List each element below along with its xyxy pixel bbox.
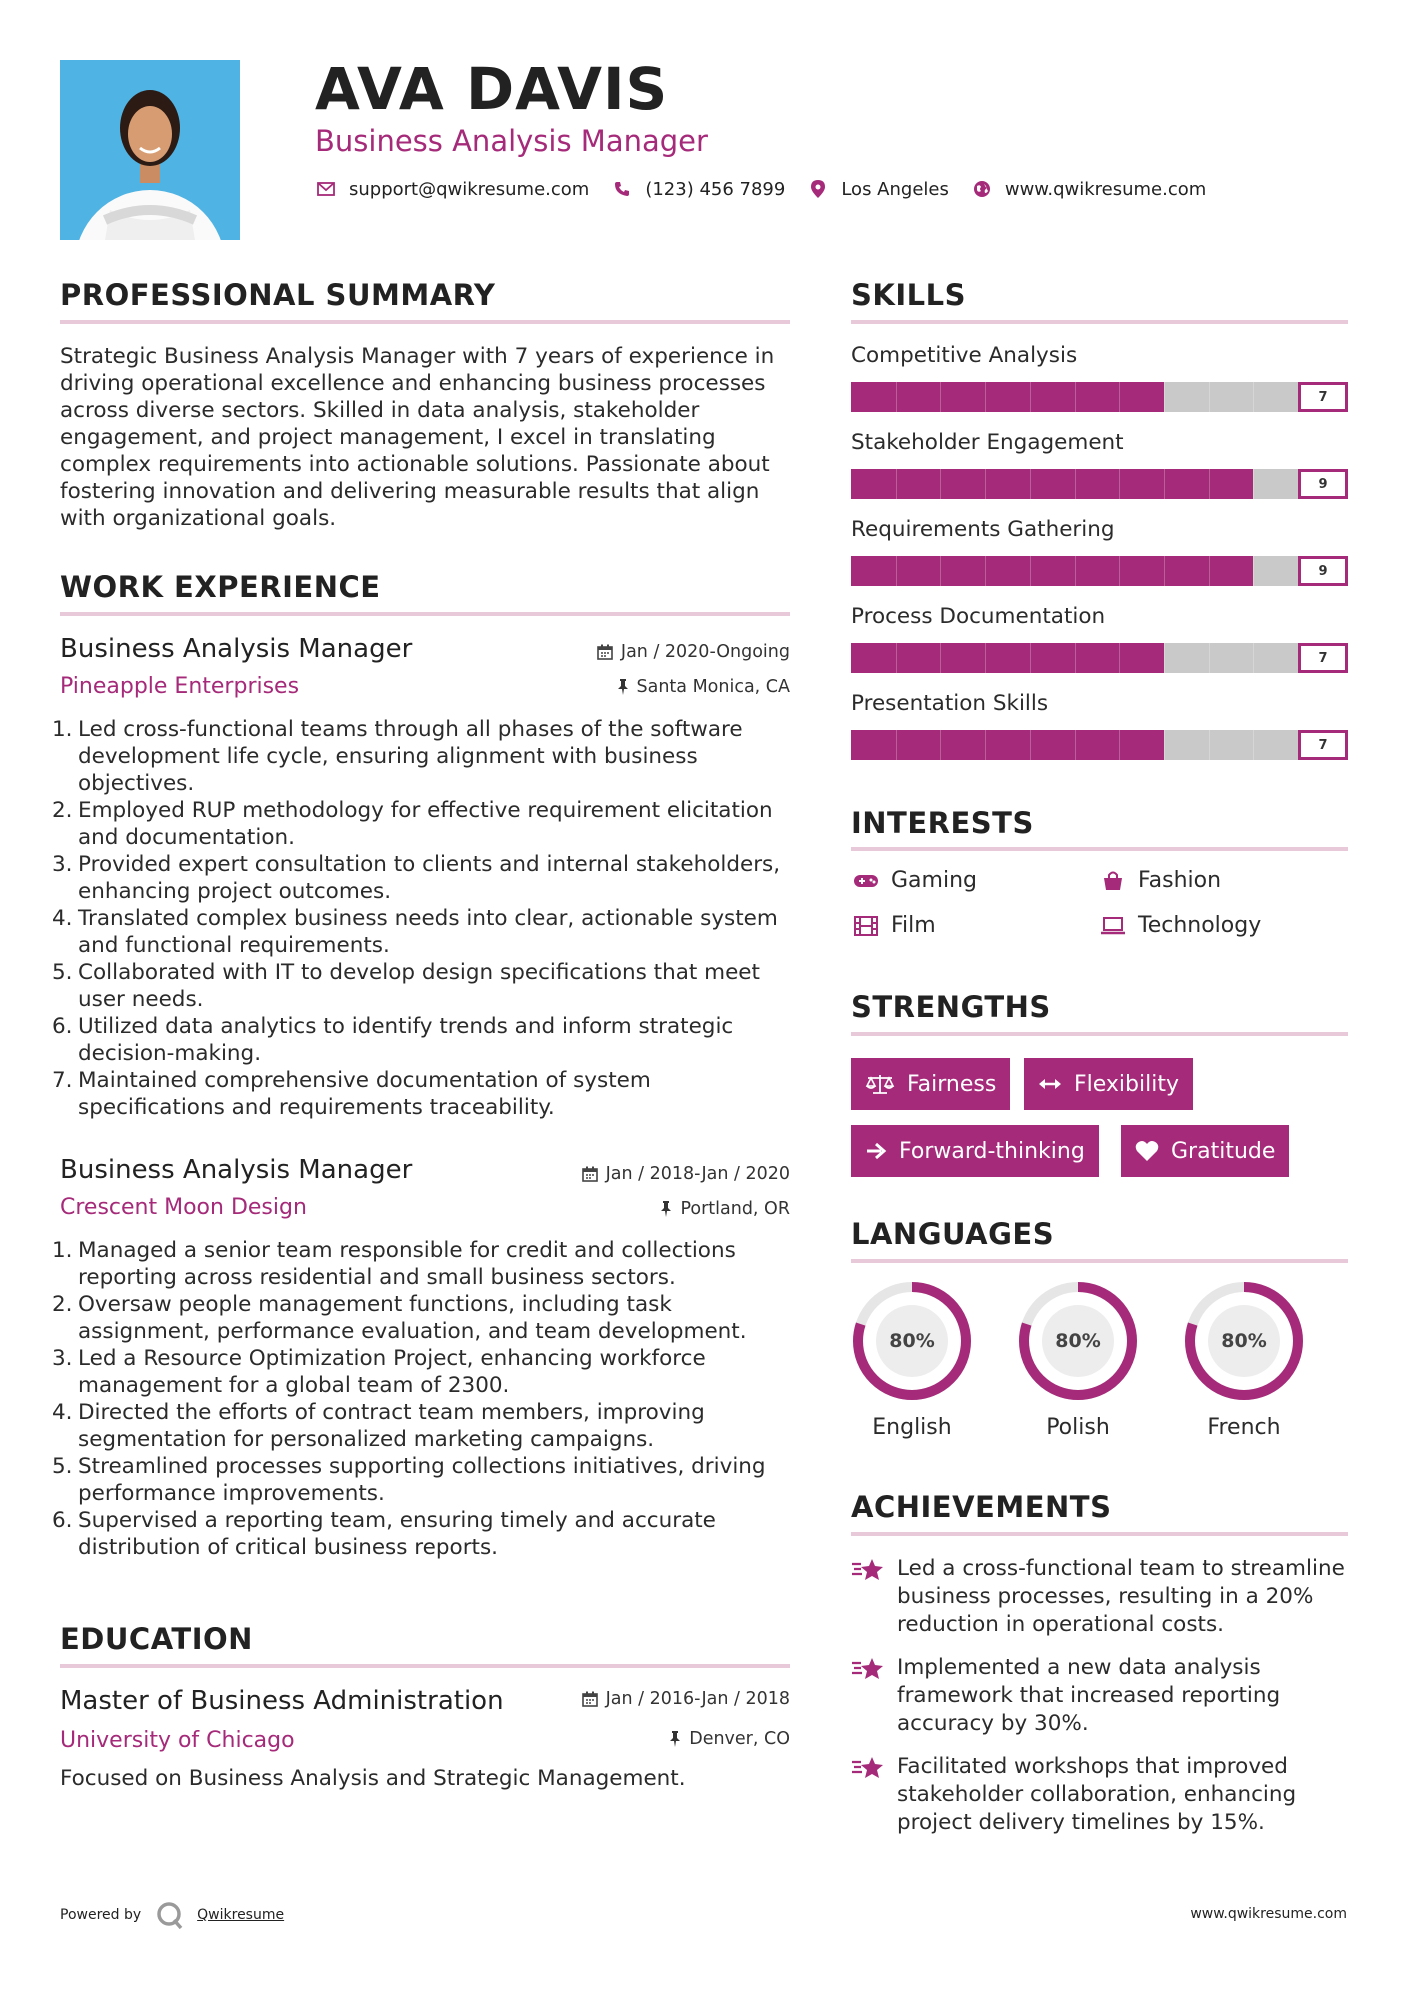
skill-score: 9 <box>1298 556 1348 586</box>
list-item: 6. Supervised a reporting team, ensuring timely and accurate distribution of critical business reports. <box>52 1508 716 1560</box>
skill-bar-segment <box>1030 469 1031 499</box>
languages-divider <box>851 1259 1348 1263</box>
skill-bar-segment <box>1209 382 1210 412</box>
skill-score: 7 <box>1298 730 1348 760</box>
map-marker-icon <box>807 178 829 200</box>
envelope-icon <box>315 178 337 200</box>
star-icon <box>851 1654 887 1738</box>
interests-divider <box>851 847 1348 851</box>
job-dates-text: Jan / 2020-Ongoing <box>620 642 790 662</box>
list-item: 2. Oversaw people management functions, including task assignment, performance evaluation, and team development. <box>52 1292 747 1344</box>
skill-bar-segment <box>985 382 986 412</box>
skill-bar-segment <box>1119 556 1120 586</box>
skill-bar-fill <box>851 643 1164 673</box>
job-location <box>660 1199 790 1219</box>
skill-bar-segment <box>940 556 941 586</box>
language-name: French <box>1207 1415 1281 1440</box>
achievements-heading: ACHIEVEMENTS <box>851 1490 1112 1524</box>
list-item: 4. Directed the efforts of contract team members, improving segmentation for personalized marketing campaigns. <box>52 1400 705 1452</box>
interest-item <box>851 868 977 893</box>
strength-tag <box>851 1125 1099 1177</box>
achievement-text: Implemented a new data analysis framework that increased reporting accuracy by 30%. <box>897 1655 1281 1736</box>
footer-powered-by <box>60 1900 284 1930</box>
language-percent: 80% <box>889 1330 935 1352</box>
skill-bar-segment <box>1164 382 1165 412</box>
interest-label: Gaming <box>891 868 977 893</box>
skill-bar-segment <box>1119 469 1120 499</box>
arrow-right-icon <box>865 1141 887 1161</box>
job-dates <box>597 642 790 662</box>
education-location <box>669 1729 790 1749</box>
skill-bar-segment <box>1119 382 1120 412</box>
skill-label: Process Documentation <box>851 604 1106 629</box>
education-dates-text: Jan / 2016-Jan / 2018 <box>605 1689 790 1709</box>
footer-url[interactable]: www.qwikresume.com <box>1190 1906 1347 1922</box>
calendar-icon <box>597 644 613 660</box>
strength-tag <box>851 1058 1010 1110</box>
skill-bar-segment <box>1209 730 1210 760</box>
list-item: 4. Translated complex business needs into clear, actionable system and functional requirements. <box>52 906 778 958</box>
skill-bar <box>851 382 1348 412</box>
interests-heading: INTERESTS <box>851 806 1034 840</box>
skill-bar-segment <box>985 556 986 586</box>
list-item: 5. Streamlined processes supporting collections initiatives, driving performance improvements. <box>52 1454 766 1506</box>
list-item: 7. Maintained comprehensive documentation of system specifications and requirements traceability. <box>52 1068 651 1120</box>
strength-label: Gratitude <box>1171 1138 1276 1164</box>
language-progress-ring <box>850 1279 974 1403</box>
language-ring <box>850 1279 974 1407</box>
skill-bar-segment <box>1253 382 1254 412</box>
language-progress-ring <box>1016 1279 1140 1403</box>
location-text: Los Angeles <box>841 178 949 200</box>
skill-bar-segment <box>1209 643 1210 673</box>
contact-website[interactable] <box>971 178 1206 200</box>
education-divider <box>60 1664 790 1668</box>
skill-bar-segment <box>896 730 897 760</box>
pushpin-icon <box>617 679 629 695</box>
contact-email[interactable] <box>315 178 589 200</box>
footer-brand-link[interactable]: Qwikresume <box>197 1907 285 1923</box>
strength-label: Flexibility <box>1074 1071 1179 1097</box>
job-location-text: Santa Monica, CA <box>636 677 790 697</box>
skill-bar-segment <box>1253 469 1254 499</box>
skill-label: Presentation Skills <box>851 691 1049 716</box>
job-dates <box>582 1164 790 1184</box>
achievement-item <box>851 1654 1351 1738</box>
language-ring <box>1182 1279 1306 1407</box>
skill-bar-segment <box>1030 556 1031 586</box>
pushpin-icon <box>660 1201 672 1217</box>
list-item: 1. Managed a senior team responsible for credit and collections reporting across residential and small business sectors. <box>52 1238 736 1290</box>
job-location-text: Portland, OR <box>680 1199 790 1219</box>
education-dates <box>582 1689 790 1709</box>
skill-bar-segment <box>1030 730 1031 760</box>
calendar-icon <box>582 1691 598 1707</box>
list-item: 3. Provided expert consultation to clients and internal stakeholders, enhancing project outcomes. <box>52 852 781 904</box>
phone-icon <box>611 178 633 200</box>
skill-bar-segment <box>1253 556 1254 586</box>
interest-item <box>1098 913 1261 938</box>
skill-bar-segment <box>940 469 941 499</box>
skill-bar-segment <box>940 730 941 760</box>
qwikresume-logo-icon <box>155 1900 185 1930</box>
globe-icon <box>971 178 993 200</box>
balance-scale-icon <box>865 1073 895 1095</box>
language-progress-ring <box>1182 1279 1306 1403</box>
arrows-horizontal-icon <box>1038 1077 1062 1091</box>
skill-bar-segment <box>1253 643 1254 673</box>
skill-bar-segment <box>896 469 897 499</box>
summary-text: Strategic Business Analysis Manager with 7 years of experience in driving operational excellence and enhancing business processes across diverse sectors. Skilled in data analysis, stakeholder engagement, and project management, I excel in translating complex requirements into actionable solutions. Passionate about fostering innovation and delivering measurable results that align with organizational goals. <box>60 344 775 531</box>
school-name: University of Chicago <box>60 1728 295 1753</box>
contact-bar <box>315 178 1228 200</box>
experience-heading: WORK EXPERIENCE <box>60 570 381 604</box>
company-name: Pineapple Enterprises <box>60 674 300 699</box>
skill-bar-segment <box>940 643 941 673</box>
star-icon <box>851 1753 887 1837</box>
skill-bar-segment <box>1075 730 1076 760</box>
strengths-heading: STRENGTHS <box>851 990 1051 1024</box>
job-bullets <box>52 716 800 1121</box>
interest-item <box>1098 868 1221 893</box>
strength-label: Fairness <box>907 1071 997 1097</box>
skill-score: 7 <box>1298 382 1348 412</box>
language-percent: 80% <box>1055 1330 1101 1352</box>
skill-bar-segment <box>1164 730 1165 760</box>
shopping-bag-icon <box>1098 869 1128 893</box>
skill-bar-segment <box>1164 469 1165 499</box>
skill-bar-segment <box>1253 730 1254 760</box>
calendar-icon <box>582 1166 598 1182</box>
skill-label: Stakeholder Engagement <box>851 430 1124 455</box>
summary-divider <box>60 320 790 324</box>
skill-bar-segment <box>1075 469 1076 499</box>
skill-score: 9 <box>1298 469 1348 499</box>
skill-bar-segment <box>896 382 897 412</box>
skill-bar <box>851 556 1348 586</box>
skill-bar-segment <box>896 643 897 673</box>
skill-bar-segment <box>985 643 986 673</box>
email-text: support@qwikresume.com <box>349 178 590 200</box>
degree-title: Master of Business Administration <box>60 1686 504 1716</box>
contact-location <box>807 178 949 200</box>
skill-bar-segment <box>1119 730 1120 760</box>
company-name: Crescent Moon Design <box>60 1195 307 1220</box>
skill-bar-segment <box>940 382 941 412</box>
achievement-item <box>851 1555 1351 1639</box>
language-ring <box>1016 1279 1140 1407</box>
skill-bar-segment <box>1164 643 1165 673</box>
profile-photo <box>60 60 240 240</box>
strength-label: Forward-thinking <box>899 1138 1085 1164</box>
achievement-text: Led a cross-functional team to streamline business processes, resulting in a 20% reduction in operational costs. <box>897 1556 1345 1637</box>
film-icon <box>851 914 881 938</box>
education-description: Focused on Business Analysis and Strategic Management. <box>60 1766 686 1791</box>
strengths-divider <box>851 1032 1348 1036</box>
skill-label: Requirements Gathering <box>851 517 1115 542</box>
phone-text: (123) 456 7899 <box>645 178 786 200</box>
skill-bar <box>851 643 1348 673</box>
interest-item <box>851 913 936 938</box>
gamepad-icon <box>851 869 881 893</box>
website-text: www.qwikresume.com <box>1004 178 1207 200</box>
skill-bar-segment <box>985 469 986 499</box>
skill-bar-segment <box>1075 382 1076 412</box>
skill-bar-fill <box>851 556 1253 586</box>
skills-heading: SKILLS <box>851 278 966 312</box>
language-name: English <box>872 1415 952 1440</box>
powered-by-text: Powered by <box>60 1907 142 1923</box>
list-item: 3. Led a Resource Optimization Project, enhancing workforce management for a global team of 2300. <box>52 1346 706 1398</box>
achievement-item <box>851 1753 1351 1837</box>
skill-bar-fill <box>851 469 1253 499</box>
achievement-text: Facilitated workshops that improved stakeholder collaboration, enhancing project delivery timelines by 15%. <box>897 1754 1297 1835</box>
list-item: 6. Utilized data analytics to identify trends and inform strategic decision-making. <box>52 1014 734 1066</box>
interest-label: Technology <box>1138 913 1262 938</box>
strength-tag <box>1024 1058 1193 1110</box>
contact-phone[interactable] <box>611 178 785 200</box>
skill-bar-segment <box>1164 556 1165 586</box>
skill-bar <box>851 730 1348 760</box>
skill-bar-segment <box>1209 556 1210 586</box>
education-location-text: Denver, CO <box>689 1729 790 1749</box>
list-item: 1. Led cross-functional teams through all phases of the software development life cycle, ensuring alignment with business objectives. <box>52 717 743 796</box>
list-item: 2. Employed RUP methodology for effective requirement elicitation and documentation. <box>52 798 773 850</box>
language-percent: 80% <box>1221 1330 1267 1352</box>
strength-tag <box>1121 1125 1289 1177</box>
education-heading: EDUCATION <box>60 1622 253 1656</box>
candidate-title: Business Analysis Manager <box>315 124 708 158</box>
candidate-name: AVA DAVIS <box>315 55 669 123</box>
skill-bar-fill <box>851 730 1164 760</box>
star-icon <box>851 1555 887 1639</box>
summary-heading: PROFESSIONAL SUMMARY <box>60 278 496 312</box>
languages-heading: LANGUAGES <box>851 1217 1055 1251</box>
experience-divider <box>60 612 790 616</box>
job-dates-text: Jan / 2018-Jan / 2020 <box>605 1164 790 1184</box>
skill-bar <box>851 469 1348 499</box>
job-location <box>617 677 791 697</box>
skill-bar-segment <box>1030 643 1031 673</box>
skill-bar-segment <box>1209 469 1210 499</box>
skills-divider <box>851 320 1348 324</box>
skill-label: Competitive Analysis <box>851 343 1078 368</box>
skill-bar-segment <box>896 556 897 586</box>
job-title: Business Analysis Manager <box>60 1155 413 1185</box>
interest-label: Fashion <box>1138 868 1222 893</box>
achievements-divider <box>851 1532 1348 1536</box>
skill-score: 7 <box>1298 643 1348 673</box>
job-bullets <box>52 1237 800 1561</box>
heart-icon <box>1135 1140 1159 1162</box>
pushpin-icon <box>669 1731 681 1747</box>
skill-bar-segment <box>1075 643 1076 673</box>
skill-bar-segment <box>1075 556 1076 586</box>
skill-bar-segment <box>985 730 986 760</box>
job-title: Business Analysis Manager <box>60 634 413 664</box>
skill-bar-segment <box>1119 643 1120 673</box>
language-name: Polish <box>1046 1415 1110 1440</box>
list-item: 5. Collaborated with IT to develop design specifications that meet user needs. <box>52 960 760 1012</box>
skill-bar-fill <box>851 382 1164 412</box>
skill-bar-segment <box>1030 382 1031 412</box>
laptop-icon <box>1098 914 1128 938</box>
interest-label: Film <box>891 913 936 938</box>
